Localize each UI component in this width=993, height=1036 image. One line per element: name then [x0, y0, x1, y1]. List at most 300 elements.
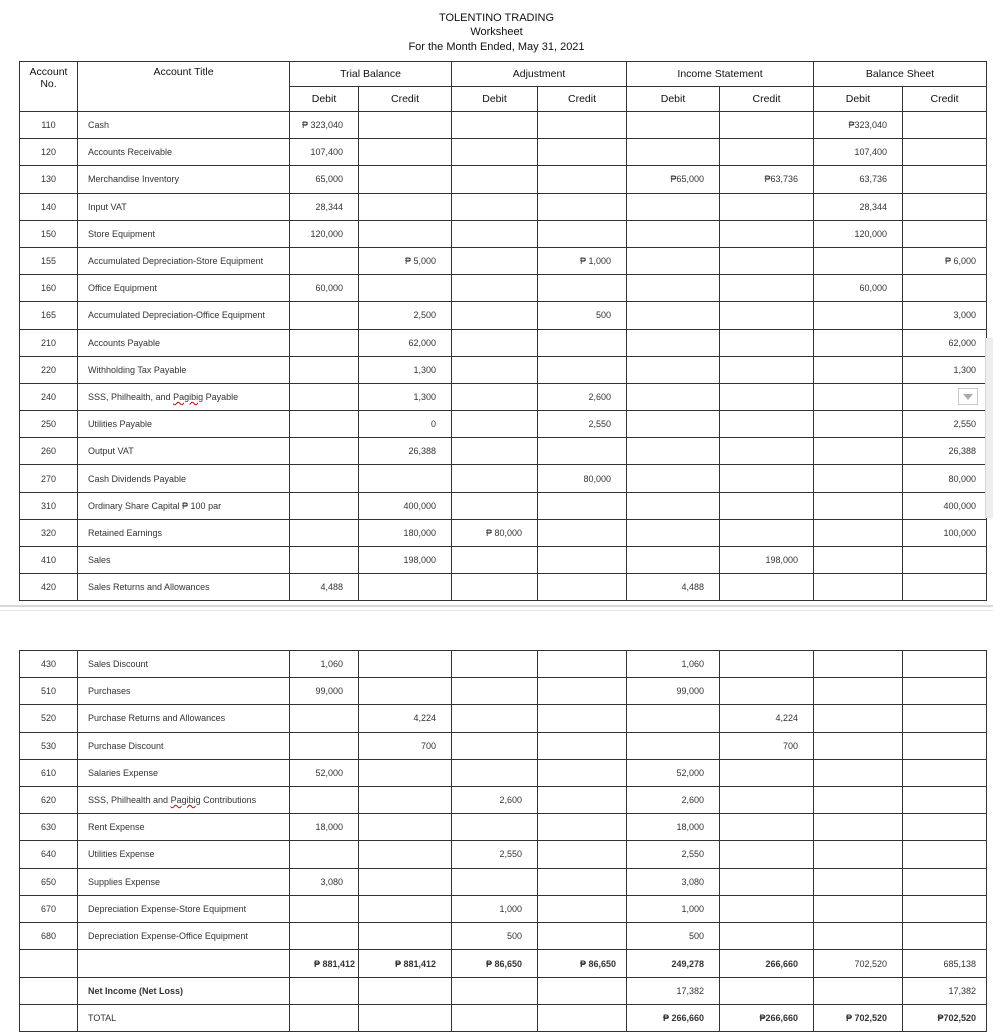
adj-dr-cell — [452, 193, 538, 220]
report-title: Worksheet — [470, 26, 523, 38]
is-dr-cell — [627, 275, 720, 302]
adj-dr-cell: 1,000 — [452, 895, 538, 922]
tb-cr-cell — [359, 465, 452, 492]
account-title: Withholding Tax Payable — [78, 356, 290, 383]
bs-dr-cell — [814, 302, 903, 329]
is-cr-cell — [720, 868, 814, 895]
account-title: Depreciation Expense-Office Equipment — [78, 922, 290, 949]
account-no: 670 — [20, 895, 78, 922]
account-no: 165 — [20, 302, 78, 329]
is-cr-cell — [720, 922, 814, 949]
tb-credit-header: Credit — [359, 87, 452, 112]
is-dr-cell: 3,080 — [627, 868, 720, 895]
is-dr-cell: 500 — [627, 922, 720, 949]
adj-dr-cell — [452, 868, 538, 895]
table-row — [20, 411, 987, 438]
tb-dr-cell: 18,000 — [290, 814, 359, 841]
account-title: Accumulated Depreciation-Store Equipment — [78, 247, 290, 274]
table-row — [20, 814, 987, 841]
is-dr-cell: 18,000 — [627, 814, 720, 841]
table-row — [20, 438, 987, 465]
is-cr-cell — [720, 895, 814, 922]
account-title: Office Equipment — [78, 275, 290, 302]
adj-cr-cell — [538, 841, 627, 868]
table-row — [20, 193, 987, 220]
is-cr-cell: 198,000 — [720, 547, 814, 574]
account-no: 610 — [20, 759, 78, 786]
account-title: Cash — [78, 112, 290, 139]
bs-cr-cell: 62,000 — [903, 329, 987, 356]
grand-total-bs-debit: ₱ 702,520 — [814, 1005, 903, 1032]
adj-dr-cell — [452, 438, 538, 465]
tb-cr-cell — [359, 574, 452, 601]
adj-dr-cell: 500 — [452, 922, 538, 949]
adj-cr-cell — [538, 678, 627, 705]
account-title: Input VAT — [78, 193, 290, 220]
bs-dr-cell — [814, 841, 903, 868]
account-title: Salaries Expense — [78, 759, 290, 786]
adj-dr-cell — [452, 492, 538, 519]
bs-cr-cell: 2,550 — [903, 411, 987, 438]
is-cr-cell — [720, 275, 814, 302]
vertical-scrollbar[interactable] — [985, 338, 993, 518]
account-title: Retained Earnings — [78, 519, 290, 546]
chevron-down-icon — [963, 394, 973, 400]
is-cr-cell — [720, 465, 814, 492]
tb-cr-cell: 2,500 — [359, 302, 452, 329]
is-dr-cell — [627, 220, 720, 247]
tb-cr-cell: 1,300 — [359, 356, 452, 383]
table-row — [20, 166, 987, 193]
bs-cr-cell: 26,388 — [903, 438, 987, 465]
bs-cr-cell — [903, 574, 987, 601]
table-row — [20, 678, 987, 705]
is-dr-cell — [627, 383, 720, 410]
tb-dr-cell — [290, 732, 359, 759]
account-no: 130 — [20, 166, 78, 193]
adj-cr-cell — [538, 922, 627, 949]
tb-cr-cell — [359, 112, 452, 139]
net-income-label: Net Income (Net Loss) — [78, 978, 290, 1005]
bs-cr-cell — [903, 814, 987, 841]
account-no: 240 — [20, 383, 78, 410]
adj-dr-cell — [452, 356, 538, 383]
bs-cr-cell — [903, 651, 987, 678]
tb-cr-cell: 400,000 — [359, 492, 452, 519]
bs-cr-cell — [903, 678, 987, 705]
adj-dr-cell — [452, 166, 538, 193]
adj-dr-cell — [452, 574, 538, 601]
is-cr-cell — [720, 678, 814, 705]
adj-cr-cell — [538, 868, 627, 895]
is-cr-cell — [720, 193, 814, 220]
account-no: 640 — [20, 841, 78, 868]
table-row — [20, 329, 987, 356]
net-income-row — [20, 978, 987, 1005]
is-debit-header: Debit — [627, 87, 720, 112]
account-no: 155 — [20, 247, 78, 274]
adj-dr-cell — [452, 547, 538, 574]
account-no: 520 — [20, 705, 78, 732]
page-break-line — [0, 605, 993, 607]
bs-cr-cell — [903, 868, 987, 895]
table-row — [20, 759, 987, 786]
account-no: 310 — [20, 492, 78, 519]
tb-debit-header: Debit — [290, 87, 359, 112]
worksheet-table-page-2 — [19, 650, 987, 1032]
income-statement-header: Income Statement — [627, 62, 814, 87]
spelling-underline: Pagibig — [173, 391, 204, 402]
bs-dr-cell — [814, 411, 903, 438]
bs-dr-cell: 63,736 — [814, 166, 903, 193]
account-title: Accounts Payable — [78, 329, 290, 356]
bs-dr-cell — [814, 492, 903, 519]
tb-dr-cell — [290, 922, 359, 949]
bs-cr-cell — [903, 759, 987, 786]
trial-balance-header: Trial Balance — [290, 62, 452, 87]
bs-cr-cell — [903, 922, 987, 949]
account-title-header: Account Title — [78, 62, 290, 112]
tb-cr-cell — [359, 868, 452, 895]
account-no: 140 — [20, 193, 78, 220]
grand-total-row — [20, 1005, 987, 1032]
table-row — [20, 841, 987, 868]
is-dr-cell: ₱65,000 — [627, 166, 720, 193]
bs-cr-cell: 80,000 — [903, 465, 987, 492]
is-cr-cell — [720, 112, 814, 139]
tb-dr-cell — [290, 547, 359, 574]
tb-debit-total: ₱ 881,412 — [290, 950, 359, 978]
is-cr-cell — [720, 651, 814, 678]
adj-credit-header: Credit — [538, 87, 627, 112]
table-row — [20, 786, 987, 813]
adj-dr-cell — [452, 139, 538, 166]
account-title: Supplies Expense — [78, 868, 290, 895]
account-no: 250 — [20, 411, 78, 438]
dropdown-button[interactable] — [958, 388, 978, 405]
table-row — [20, 651, 987, 678]
tb-dr-cell — [290, 329, 359, 356]
adj-cr-cell — [538, 492, 627, 519]
bs-dr-cell — [814, 574, 903, 601]
is-cr-cell — [720, 786, 814, 813]
is-dr-cell — [627, 411, 720, 438]
adj-cr-cell — [538, 732, 627, 759]
is-cr-cell — [720, 438, 814, 465]
adj-cr-cell — [538, 329, 627, 356]
tb-dr-cell: 28,344 — [290, 193, 359, 220]
bs-dr-cell — [814, 547, 903, 574]
totals-no — [20, 950, 78, 978]
adj-cr-cell — [538, 705, 627, 732]
adj-dr-cell: 2,600 — [452, 786, 538, 813]
bs-cr-cell: 100,000 — [903, 519, 987, 546]
account-no-header: Account No. — [20, 62, 78, 112]
adj-cr-cell: ₱ 1,000 — [538, 247, 627, 274]
account-title: Sales Returns and Allowances — [78, 574, 290, 601]
tb-dr-cell: 52,000 — [290, 759, 359, 786]
bs-dr-cell — [814, 814, 903, 841]
account-title: Output VAT — [78, 438, 290, 465]
bs-dr-cell: 120,000 — [814, 220, 903, 247]
tb-cr-cell: 62,000 — [359, 329, 452, 356]
is-dr-cell — [627, 519, 720, 546]
table-row — [20, 356, 987, 383]
is-cr-cell — [720, 574, 814, 601]
tb-dr-cell — [290, 438, 359, 465]
table-row — [20, 465, 987, 492]
is-cr-cell: ₱63,736 — [720, 166, 814, 193]
is-dr-cell — [627, 302, 720, 329]
tb-dr-cell — [290, 411, 359, 438]
is-dr-cell: 2,550 — [627, 841, 720, 868]
bs-cr-cell — [903, 166, 987, 193]
bs-dr-cell — [814, 732, 903, 759]
account-no: 210 — [20, 329, 78, 356]
adj-cr-cell — [538, 786, 627, 813]
account-title: Store Equipment — [78, 220, 290, 247]
tb-dr-cell — [290, 302, 359, 329]
bs-cr-cell — [903, 547, 987, 574]
adj-dr-cell: 2,550 — [452, 841, 538, 868]
is-credit-header: Credit — [720, 87, 814, 112]
is-dr-cell — [627, 139, 720, 166]
adj-cr-cell — [538, 193, 627, 220]
tb-dr-cell: 65,000 — [290, 166, 359, 193]
bs-cr-cell — [903, 275, 987, 302]
adj-dr-cell — [452, 329, 538, 356]
totals-title — [78, 950, 290, 978]
bs-dr-cell: 107,400 — [814, 139, 903, 166]
is-cr-cell — [720, 759, 814, 786]
table-row — [20, 112, 987, 139]
adj-cr-cell — [538, 139, 627, 166]
is-dr-cell — [627, 732, 720, 759]
adj-dr-cell — [452, 112, 538, 139]
adj-cr-cell — [538, 651, 627, 678]
account-no: 260 — [20, 438, 78, 465]
adj-dr-cell — [452, 383, 538, 410]
is-dr-cell — [627, 705, 720, 732]
tb-cr-cell — [359, 841, 452, 868]
adj-cr-cell — [538, 166, 627, 193]
bs-dr-cell — [814, 651, 903, 678]
table-row — [20, 922, 987, 949]
adj-cr-cell — [538, 356, 627, 383]
tb-cr-cell — [359, 814, 452, 841]
table-row — [20, 574, 987, 601]
company-name: TOLENTINO TRADING — [438, 12, 555, 24]
net-income-is-debit: 17,382 — [627, 978, 720, 1005]
is-dr-cell: 52,000 — [627, 759, 720, 786]
account-title: Sales Discount — [78, 651, 290, 678]
table-row — [20, 139, 987, 166]
bs-cr-cell — [903, 786, 987, 813]
bs-dr-cell — [814, 519, 903, 546]
table-row — [20, 547, 987, 574]
account-no: 510 — [20, 678, 78, 705]
account-no: 530 — [20, 732, 78, 759]
bs-cr-cell — [903, 705, 987, 732]
tb-cr-cell — [359, 275, 452, 302]
adj-dr-cell — [452, 465, 538, 492]
tb-dr-cell: 107,400 — [290, 139, 359, 166]
adj-cr-cell: 2,600 — [538, 383, 627, 410]
tb-dr-cell — [290, 705, 359, 732]
adj-dr-cell — [452, 814, 538, 841]
bs-dr-cell — [814, 247, 903, 274]
account-no: 420 — [20, 574, 78, 601]
tb-cr-cell — [359, 139, 452, 166]
bs-dr-cell: 60,000 — [814, 275, 903, 302]
account-title: Rent Expense — [78, 814, 290, 841]
bs-dr-cell — [814, 678, 903, 705]
is-dr-cell: 1,060 — [627, 651, 720, 678]
account-title: Ordinary Share Capital ₱ 100 par — [78, 492, 290, 519]
adj-dr-cell — [452, 247, 538, 274]
adj-cr-cell — [538, 275, 627, 302]
bs-cr-cell: 3,000 — [903, 302, 987, 329]
table-row — [20, 732, 987, 759]
tb-cr-cell — [359, 786, 452, 813]
is-debit-total: 249,278 — [627, 950, 720, 978]
is-cr-cell — [720, 411, 814, 438]
account-no: 620 — [20, 786, 78, 813]
is-cr-cell — [720, 814, 814, 841]
bs-dr-cell: ₱323,040 — [814, 112, 903, 139]
bs-dr-cell: 28,344 — [814, 193, 903, 220]
account-no: 120 — [20, 139, 78, 166]
tb-cr-cell: 180,000 — [359, 519, 452, 546]
adj-cr-cell — [538, 438, 627, 465]
is-cr-cell: 4,224 — [720, 705, 814, 732]
is-cr-cell — [720, 220, 814, 247]
tb-dr-cell: 1,060 — [290, 651, 359, 678]
bs-cr-cell — [903, 139, 987, 166]
bs-cr-cell: 400,000 — [903, 492, 987, 519]
bs-dr-cell — [814, 705, 903, 732]
adj-dr-cell — [452, 759, 538, 786]
adj-cr-cell: 500 — [538, 302, 627, 329]
bs-dr-cell — [814, 356, 903, 383]
account-title: Utilities Expense — [78, 841, 290, 868]
bs-dr-cell — [814, 438, 903, 465]
table-row — [20, 220, 987, 247]
is-cr-cell — [720, 247, 814, 274]
table-row — [20, 519, 987, 546]
adj-cr-cell — [538, 519, 627, 546]
is-dr-cell: 4,488 — [627, 574, 720, 601]
adj-cr-cell — [538, 574, 627, 601]
bs-dr-cell — [814, 868, 903, 895]
tb-cr-cell — [359, 678, 452, 705]
adj-dr-cell — [452, 302, 538, 329]
is-cr-cell — [720, 139, 814, 166]
balance-sheet-header: Balance Sheet — [814, 62, 987, 87]
bs-cr-cell — [903, 732, 987, 759]
grand-total-is-debit: ₱ 266,660 — [627, 1005, 720, 1032]
is-dr-cell — [627, 329, 720, 356]
is-dr-cell — [627, 247, 720, 274]
account-title: Purchase Returns and Allowances — [78, 705, 290, 732]
bs-debit-header: Debit — [814, 87, 903, 112]
bs-debit-total: 702,520 — [814, 950, 903, 978]
tb-dr-cell — [290, 841, 359, 868]
adj-cr-cell: 80,000 — [538, 465, 627, 492]
worksheet-table-page-1 — [19, 61, 987, 601]
table-row — [20, 895, 987, 922]
is-cr-cell — [720, 841, 814, 868]
account-title: SSS, Philhealth, and Pagibig Payable — [78, 383, 290, 410]
table-row — [20, 275, 987, 302]
account-title: SSS, Philhealth and Pagibig Contributions — [78, 786, 290, 813]
bs-cr-cell — [903, 112, 987, 139]
tb-dr-cell: 120,000 — [290, 220, 359, 247]
bs-dr-cell — [814, 895, 903, 922]
bs-cr-cell: 1,300 — [903, 356, 987, 383]
tb-cr-cell — [359, 895, 452, 922]
bs-credit-total: 685,138 — [903, 950, 987, 978]
account-no: 150 — [20, 220, 78, 247]
bs-dr-cell — [814, 786, 903, 813]
tb-cr-cell: 1,300 — [359, 383, 452, 410]
grand-total-label: TOTAL — [78, 1005, 290, 1032]
is-dr-cell: 99,000 — [627, 678, 720, 705]
tb-cr-cell — [359, 922, 452, 949]
bs-cr-cell: ₱ 6,000 — [903, 247, 987, 274]
tb-dr-cell — [290, 519, 359, 546]
is-dr-cell — [627, 356, 720, 383]
account-no: 630 — [20, 814, 78, 841]
tb-cr-cell — [359, 759, 452, 786]
tb-cr-cell: 26,388 — [359, 438, 452, 465]
account-title: Purchases — [78, 678, 290, 705]
is-credit-total: 266,660 — [720, 950, 814, 978]
tb-cr-cell — [359, 166, 452, 193]
table-row — [20, 383, 987, 410]
account-no: 270 — [20, 465, 78, 492]
tb-dr-cell — [290, 492, 359, 519]
page-break-line-light — [0, 610, 993, 611]
grand-total-is-credit: ₱266,660 — [720, 1005, 814, 1032]
bs-dr-cell — [814, 383, 903, 410]
tb-dr-cell: 3,080 — [290, 868, 359, 895]
account-title: Depreciation Expense-Store Equipment — [78, 895, 290, 922]
is-dr-cell: 2,600 — [627, 786, 720, 813]
tb-cr-cell: 0 — [359, 411, 452, 438]
tb-cr-cell — [359, 651, 452, 678]
is-dr-cell — [627, 465, 720, 492]
is-cr-cell — [720, 329, 814, 356]
adj-debit-header: Debit — [452, 87, 538, 112]
bs-dr-cell — [814, 759, 903, 786]
is-dr-cell — [627, 193, 720, 220]
is-cr-cell — [720, 492, 814, 519]
account-title: Accumulated Depreciation-Office Equipment — [78, 302, 290, 329]
tb-cr-cell: 198,000 — [359, 547, 452, 574]
grand-total-bs-credit: ₱702,520 — [903, 1005, 987, 1032]
tb-cr-cell: 700 — [359, 732, 452, 759]
adj-debit-total: ₱ 86,650 — [452, 950, 538, 978]
tb-dr-cell — [290, 383, 359, 410]
tb-dr-cell — [290, 465, 359, 492]
is-dr-cell — [627, 547, 720, 574]
tb-dr-cell — [290, 895, 359, 922]
adj-dr-cell — [452, 732, 538, 759]
account-title: Merchandise Inventory — [78, 166, 290, 193]
tb-credit-total: ₱ 881,412 — [359, 950, 452, 978]
account-title: Cash Dividends Payable — [78, 465, 290, 492]
